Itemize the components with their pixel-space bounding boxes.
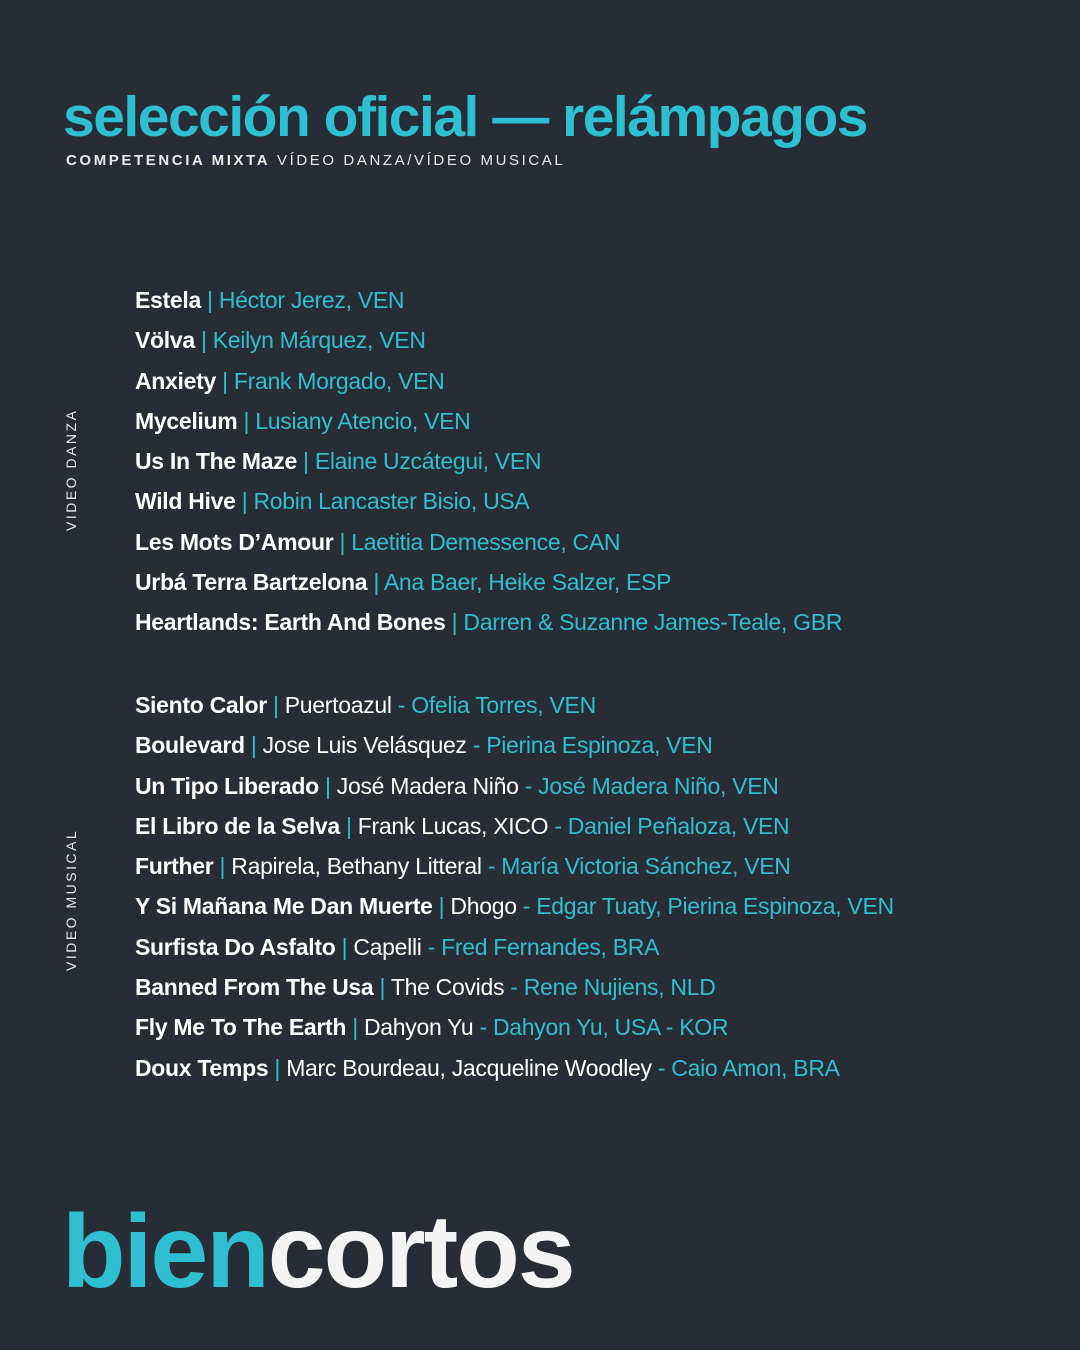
list-item — [135, 730, 894, 770]
separator-dash: - — [518, 772, 539, 799]
film-credit: Keilyn Márquez, VEN — [212, 327, 426, 354]
list-item — [135, 811, 894, 851]
song-artist: Puertoazul — [284, 692, 392, 718]
song-title: Siento Calor — [135, 692, 267, 718]
separator: | — [296, 448, 315, 475]
list-item — [135, 771, 894, 811]
separator: | — [235, 488, 254, 515]
separator: | — [266, 692, 285, 718]
film-title: Völva — [135, 327, 195, 354]
brand-logo — [62, 1192, 574, 1312]
director-credit: José Madera Niño, VEN — [538, 772, 779, 799]
song-title: Banned From The Usa — [135, 974, 374, 1001]
film-credit: Elaine Uzcátegui, VEN — [314, 448, 542, 475]
separator: | — [335, 933, 354, 960]
list-item — [135, 851, 894, 891]
list-item — [135, 1012, 894, 1052]
song-artist: The Covids — [390, 974, 505, 1001]
film-title: Wild Hive — [135, 488, 236, 515]
list-item — [135, 567, 842, 607]
separator-dash: - — [516, 893, 537, 920]
separator: | — [318, 772, 337, 799]
film-title: Anxiety — [135, 367, 216, 394]
song-artist: Dhogo — [450, 893, 517, 920]
film-credit: Darren & Suzanne James-Teale, GBR — [463, 609, 843, 636]
director-credit: Ofelia Torres, VEN — [411, 692, 596, 718]
director-credit: Fred Fernandes, BRA — [441, 933, 660, 960]
list-item — [135, 406, 842, 446]
film-credit: Ana Baer, Heike Salzer, ESP — [383, 569, 672, 596]
film-title: Mycelium — [135, 407, 238, 434]
list-item — [135, 891, 894, 931]
section-label-video-musical: VIDEO MUSICAL — [63, 828, 79, 971]
director-credit: Daniel Peñaloza, VEN — [567, 812, 790, 839]
song-artist: Marc Bourdeau, Jacqueline Woodley — [286, 1054, 652, 1081]
separator: | — [215, 367, 234, 394]
separator: | — [194, 327, 213, 354]
director-credit: Dahyon Yu, USA - KOR — [492, 1014, 729, 1041]
separator: | — [237, 407, 256, 434]
separator-dash: - — [473, 1014, 493, 1041]
song-artist: Rapirela, Bethany Litteral — [231, 853, 482, 880]
separator-dash: - — [421, 933, 442, 960]
song-artist: José Madera Niño — [336, 772, 519, 799]
subtitle-category: COMPETENCIA MIXTA — [66, 152, 271, 169]
separator: | — [445, 609, 464, 636]
film-credit: Frank Morgado, VEN — [233, 367, 445, 394]
list-item — [135, 285, 842, 325]
song-title: Boulevard — [135, 732, 245, 759]
director-credit: Rene Nujiens, NLD — [523, 974, 716, 1001]
separator: | — [346, 1014, 364, 1041]
logo-part-bien: bien — [62, 1194, 268, 1310]
film-title: Us In The Maze — [135, 448, 297, 475]
list-item — [135, 932, 894, 972]
film-title: Estela — [135, 287, 201, 313]
list-item — [135, 325, 842, 365]
song-title: Further — [135, 853, 214, 880]
video-musical-list — [135, 690, 894, 1093]
logo-part-cortos: cortos — [267, 1194, 574, 1310]
separator: | — [432, 893, 451, 920]
separator-dash: - — [466, 732, 487, 759]
separator: | — [213, 853, 232, 880]
list-item — [135, 446, 842, 486]
separator: | — [200, 287, 219, 313]
film-title: Urbá Terra Bartzelona — [135, 569, 368, 596]
separator: | — [339, 812, 358, 839]
list-item — [135, 690, 894, 730]
director-credit: Pierina Espinoza, VEN — [486, 732, 713, 759]
song-title: Fly Me To The Earth — [135, 1014, 347, 1041]
list-item — [135, 486, 842, 526]
song-title: Surfista Do Asfalto — [135, 933, 336, 960]
subtitle-genres: VÍDEO DANZA/VÍDEO MUSICAL — [276, 152, 566, 169]
list-item — [135, 527, 842, 567]
song-title: Y Si Mañana Me Dan Muerte — [135, 893, 433, 920]
director-credit: María Victoria Sánchez, VEN — [501, 853, 791, 880]
list-item — [135, 607, 842, 647]
song-title: Un Tipo Liberado — [135, 772, 319, 799]
film-credit: Robin Lancaster Bisio, USA — [253, 488, 530, 515]
separator: | — [268, 1054, 287, 1081]
video-danza-list — [135, 285, 842, 648]
list-item — [135, 972, 894, 1012]
list-item — [135, 366, 842, 406]
section-label-video-danza: VIDEO DANZA — [63, 408, 79, 531]
separator-dash: - — [548, 812, 568, 839]
page-title: selección oficial — relámpagos — [63, 85, 867, 149]
director-credit: Edgar Tuaty, Pierina Espinoza, VEN — [536, 893, 894, 920]
film-credit: Héctor Jerez, VEN — [218, 287, 405, 313]
separator: | — [373, 974, 391, 1001]
separator-dash: - — [504, 974, 524, 1001]
song-artist: Capelli — [353, 933, 422, 960]
film-title: Heartlands: Earth And Bones — [135, 609, 446, 636]
separator-dash: - — [651, 1054, 672, 1081]
song-artist: Dahyon Yu — [363, 1014, 474, 1041]
separator-dash: - — [391, 692, 412, 718]
song-title: Doux Temps — [135, 1054, 269, 1081]
list-item — [135, 1053, 894, 1093]
film-credit: Lusiany Atencio, VEN — [255, 407, 471, 434]
separator: | — [367, 569, 384, 596]
separator: | — [244, 732, 263, 759]
song-title: El Libro de la Selva — [135, 812, 340, 839]
page-subtitle — [66, 152, 565, 170]
separator: | — [333, 528, 352, 555]
song-artist: Jose Luis Velásquez — [262, 732, 467, 759]
film-title: Les Mots D’Amour — [135, 528, 334, 555]
film-credit: Laetitia Demessence, CAN — [351, 528, 621, 555]
director-credit: Caio Amon, BRA — [671, 1054, 840, 1081]
song-artist: Frank Lucas, XICO — [357, 812, 549, 839]
separator-dash: - — [481, 853, 502, 880]
